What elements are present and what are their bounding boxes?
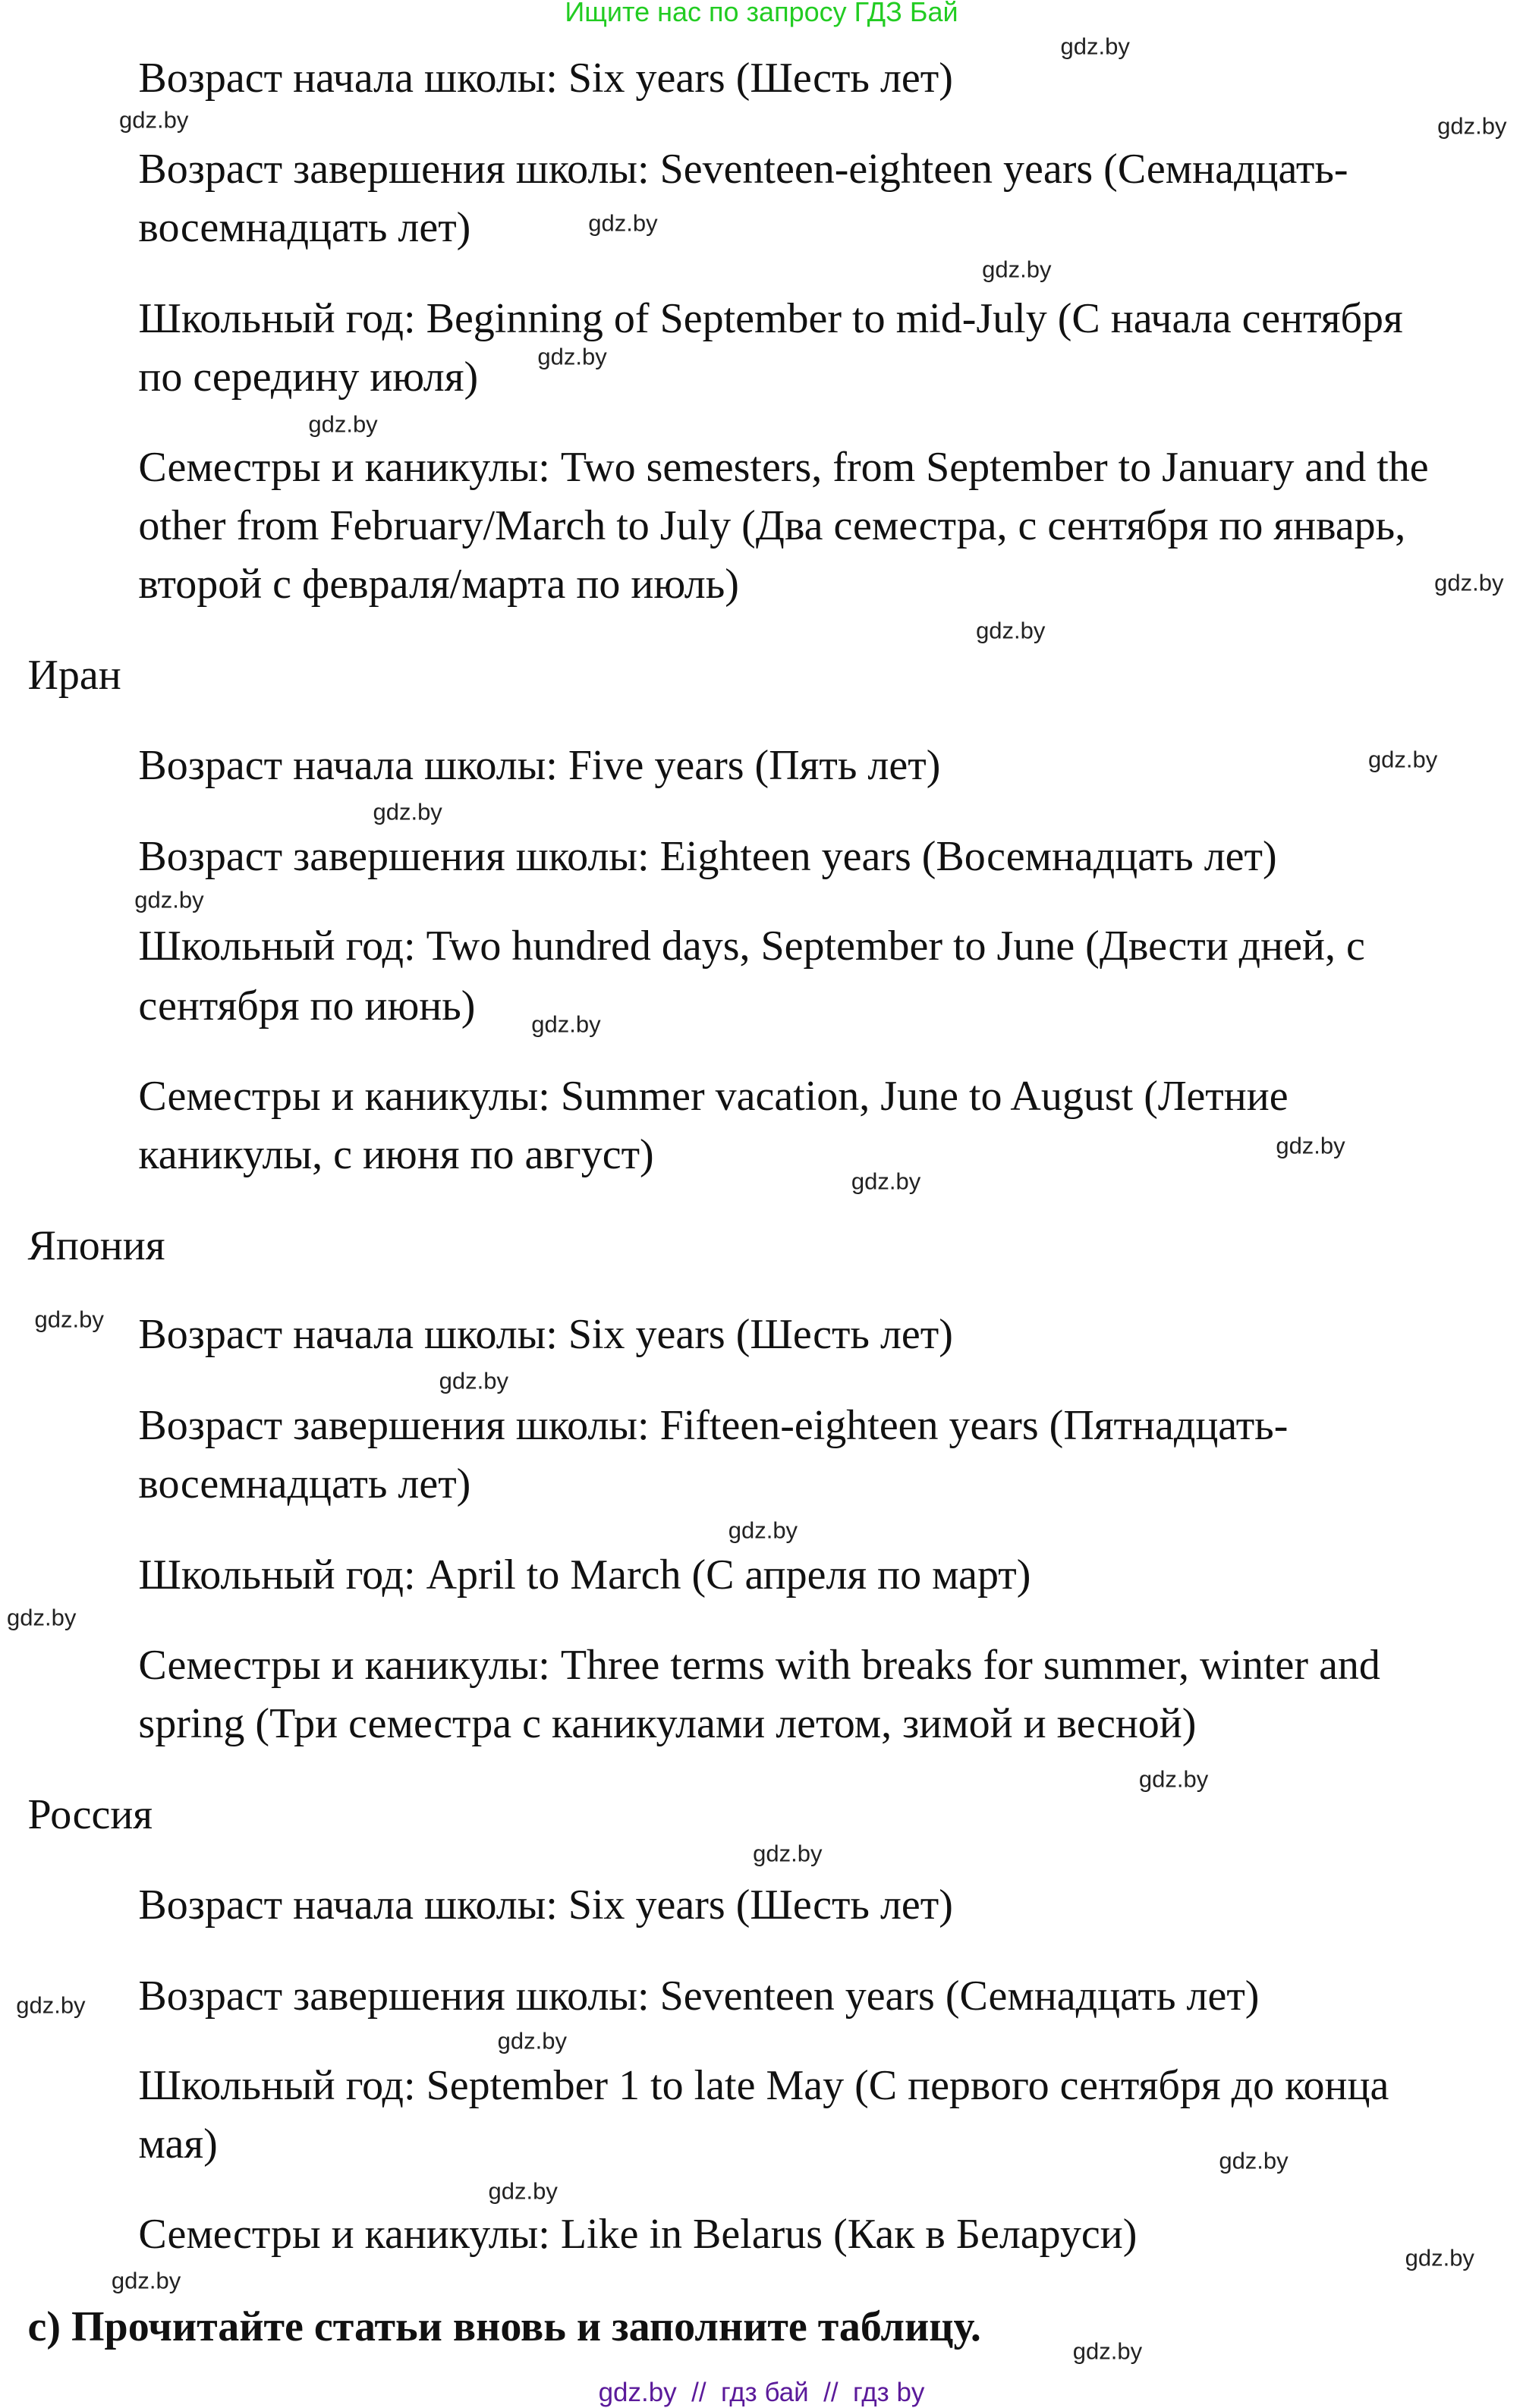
- text-line: Школьный год: Beginning of September to mid-July (С начала сентября: [138, 294, 1403, 342]
- watermark: gdz.by: [1367, 746, 1438, 773]
- watermark: gdz.by: [134, 886, 204, 913]
- text-line: Семестры и каникулы: Two semesters, from September to January and the: [138, 444, 1429, 492]
- watermark: gdz.by: [308, 410, 378, 438]
- watermark: gdz.by: [34, 1306, 104, 1333]
- text-line: Возраст завершения школы: Eighteen years (Восемнадцать лет): [138, 833, 1277, 881]
- text-line: Возраст начала школы: Five years (Пять лет): [138, 742, 941, 790]
- watermark: gdz.by: [1405, 2244, 1474, 2271]
- text-line: восемнадцать лет): [138, 203, 471, 251]
- search-hint-banner[interactable]: Ищите нас по запросу ГДЗ Бай: [565, 0, 958, 27]
- watermark: gdz.by: [1060, 33, 1130, 60]
- text-line: мая): [138, 2120, 218, 2168]
- text-line: второй с февраля/марта по июль): [138, 561, 739, 608]
- watermark: gdz.by: [537, 343, 607, 370]
- watermark: gdz.by: [373, 798, 442, 825]
- country-heading: Япония: [27, 1221, 165, 1269]
- watermark: gdz.by: [16, 1991, 86, 2019]
- text-line: Школьный год: April to March (С апреля по март): [138, 1551, 1031, 1599]
- text-line: spring (Три семестра с каникулами летом, зимой и весной): [138, 1700, 1197, 1748]
- watermark: gdz.by: [753, 1840, 823, 1867]
- watermark: gdz.by: [439, 1367, 508, 1394]
- watermark: gdz.by: [119, 106, 189, 134]
- text-line: восемнадцать лет): [138, 1460, 471, 1508]
- text-line: сентября по июнь): [138, 982, 476, 1030]
- text-line: other from February/March to July (Два семестра, с сентября по январь,: [138, 502, 1406, 550]
- text-line: Возраст начала школы: Six years (Шесть лет): [138, 55, 953, 102]
- watermark: gdz.by: [7, 1604, 77, 1631]
- text-line: Школьный год: Two hundred days, September to June (Двести дней, с: [138, 922, 1365, 970]
- watermark: gdz.by: [976, 617, 1046, 644]
- text-line: Школьный год: September 1 to late May (С первого сентября до конца: [138, 2061, 1389, 2109]
- task-heading: c) Прочитайте статьи вновь и заполните таблицу.: [27, 2303, 981, 2350]
- text-line: Возраст начала школы: Six years (Шесть лет): [138, 1311, 953, 1359]
- watermark: gdz.by: [1219, 2147, 1289, 2174]
- text-line: Семестры и каникулы: Summer vacation, June to August (Летние: [138, 1073, 1289, 1121]
- watermark: gdz.by: [982, 256, 1052, 283]
- watermark: gdz.by: [1072, 2337, 1143, 2365]
- watermark: gdz.by: [1434, 569, 1504, 596]
- watermark: gdz.by: [851, 1168, 921, 1195]
- text-line: Семестры и каникулы: Three terms with breaks for summer, winter and: [138, 1642, 1380, 1690]
- country-heading: Россия: [27, 1790, 153, 1838]
- watermark: gdz.by: [497, 2027, 567, 2054]
- text-line: по середину июля): [138, 353, 479, 401]
- text-line: каникулы, с июня по август): [138, 1131, 654, 1179]
- footer-links[interactable]: gdz.by // гдз бай // гдз by: [598, 2378, 925, 2407]
- text-line: Семестры и каникулы: Like in Belarus (Как в Беларуси): [138, 2211, 1138, 2259]
- watermark: gdz.by: [1138, 1765, 1209, 1793]
- watermark: gdz.by: [728, 1517, 798, 1544]
- watermark: gdz.by: [588, 209, 658, 237]
- watermark: gdz.by: [1276, 1132, 1345, 1159]
- text-line: Возраст завершения школы: Fifteen-eighteen years (Пятнадцать-: [138, 1402, 1289, 1450]
- text-line: Возраст начала школы: Six years (Шесть лет): [138, 1881, 953, 1929]
- text-line: Возраст завершения школы: Seventeen-eighteen years (Семнадцать-: [138, 145, 1348, 193]
- watermark: gdz.by: [1437, 112, 1507, 140]
- text-line: Возраст завершения школы: Seventeen years (Семнадцать лет): [138, 1973, 1260, 2020]
- watermark: gdz.by: [488, 2177, 558, 2205]
- watermark: gdz.by: [111, 2267, 181, 2294]
- country-heading: Иран: [27, 651, 121, 699]
- watermark: gdz.by: [531, 1011, 601, 1038]
